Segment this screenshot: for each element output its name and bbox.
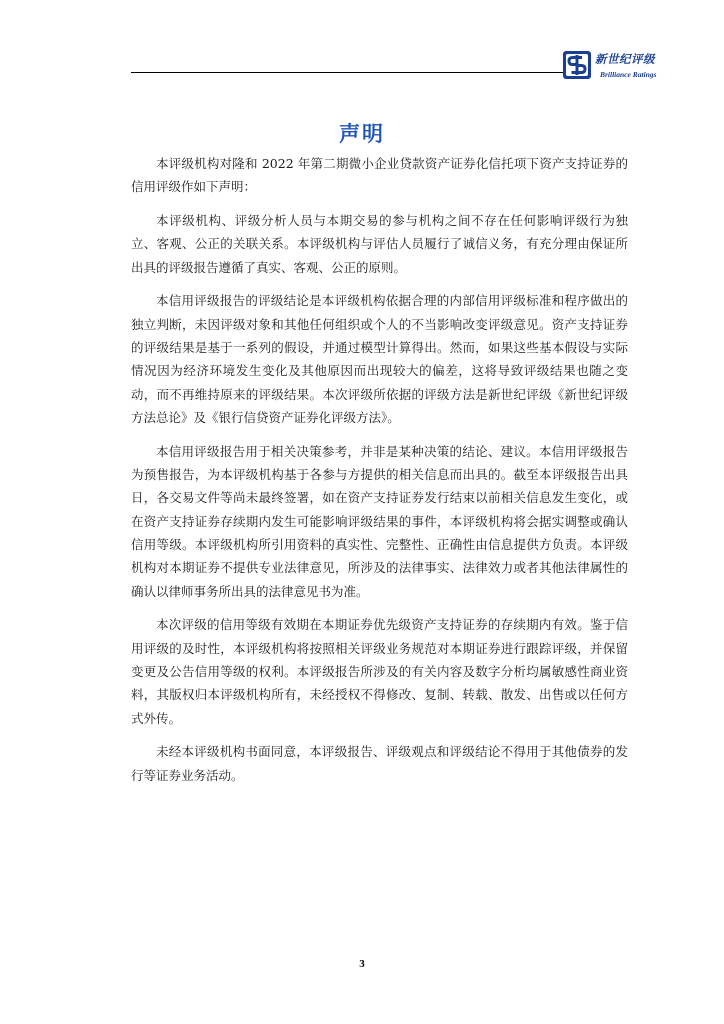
paragraph: 本评级机构对隆和 2022 年第二期微小企业贷款资产证券化信托项下资产支持证券的信用评级作如下声明： [131,156,628,195]
paragraph: 未经本评级机构书面同意，本评级报告、评级观点和评级结论不得用于其他债券的发行等证券业务活动。 [131,744,628,783]
statement-body [131,152,628,797]
paragraph: 本评级机构、评级分析人员与本期交易的参与机构之间不存在任何影响评级行为独立、客观、公正的关联关系。本评级机构与评估人员履行了诚信义务，有充分理由保证所出具的评级报告遵循了真实、客观、公正的原则。 [131,213,628,275]
paragraph: 本信用评级报告用于相关决策参考，并非是某种决策的结论、建议。本信用评级报告为预售报告，为本评级机构基于各参与方提供的相关信息而出具的。截至本评级报告出具日，各交易文件等尚未最终签署，如在资产支持证券发行结束以前相关信息发生变化，或在资产支持证券存续期内发生可能影响评级结果的事件，本评级机构将会据实调整或确认信用等级。本评级机构所引用资料的真实性、完整性、正确性由信息提供方负责。本评级机构对本期证券不提供专业法律意见，所涉及的法律事实、法律效力或者其他法律属性的确认以律师事务所出具的法律意见书为准。 [131,443,628,599]
header-rule [131,72,565,73]
page-number: 3 [359,958,365,970]
logo-name-en: Brilliance Ratings [600,70,657,79]
brilliance-ratings-logo-icon [562,50,592,80]
paragraph: 本次评级的信用等级有效期在本期证券优先级资产支持证券的存续期内有效。鉴于信用评级的及时性，本评级机构将按照相关评级业务规范对本期证券进行跟踪评级，并保留变更及公告信用等级的权利。本评级报告所涉及的有关内容及数字分析均属敏感性商业资料，其版权归本评级机构所有，未经授权不得修改、复制、转载、散发、出售或以任何方式外传。 [131,617,628,726]
paragraph: 本信用评级报告的评级结论是本评级机构依据合理的内部信用评级标准和程序做出的独立判断，未因评级对象和其他任何组织或个人的不当影响改变评级意见。资产支持证券的评级结果是基于一系列的假设，并通过模型计算得出。然而，如果这些基本假设与实际情况因为经济环境发生变化及其他原因而出现较大的偏差，这将导致评级结果也随之变动，而不再维持原来的评级结果。本次评级所依据的评级方法是新世纪评级《新世纪评级方法总论》及《银行信贷资产证券化评级方法》。 [131,293,628,425]
page-title: 声明 [339,122,385,146]
company-logo [562,48,666,84]
logo-name-cn: 新世纪评级 [595,52,655,66]
